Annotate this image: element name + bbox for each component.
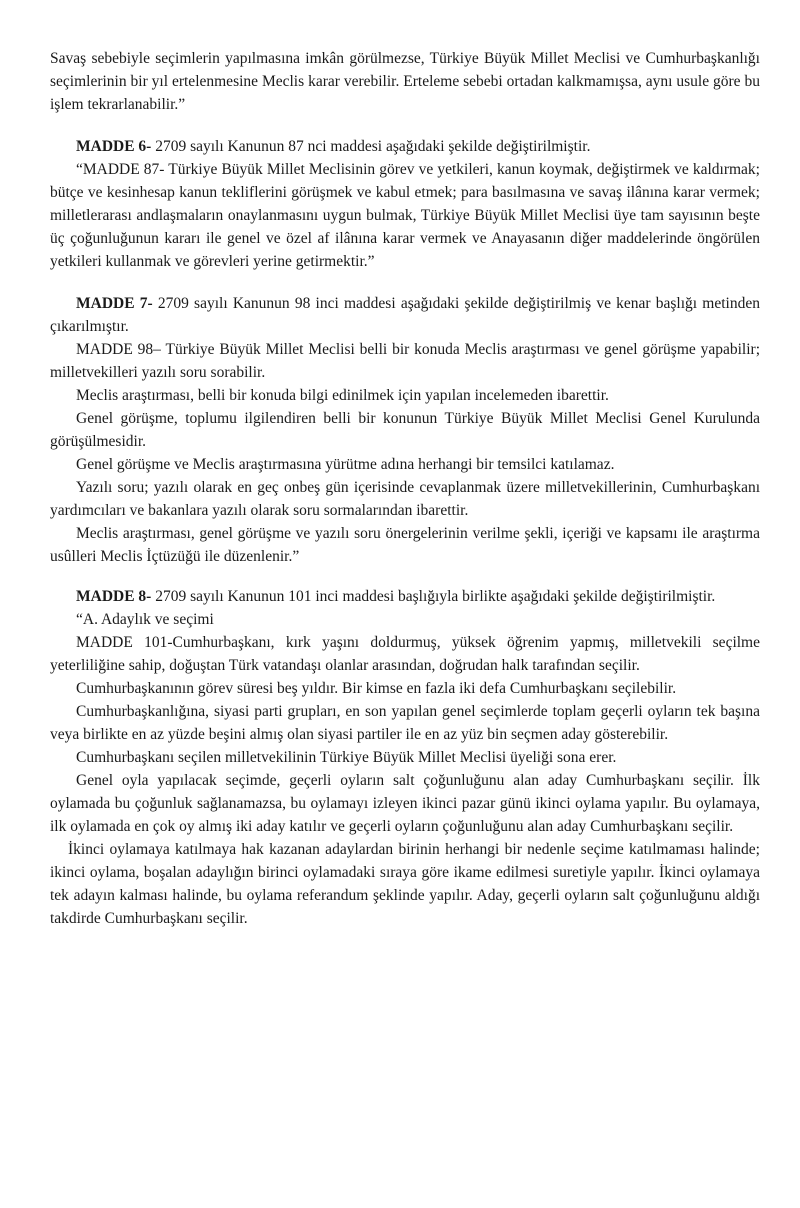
article-8-title: MADDE 8- <box>76 588 152 605</box>
article-6-text: 2709 sayılı Kanunun 87 nci maddesi aşağıdaki şekilde değiştirilmiştir. <box>151 138 591 155</box>
article-7-heading <box>50 292 760 338</box>
paragraph: Genel görüşme, toplumu ilgilendiren belli bir konunun Türkiye Büyük Millet Meclisi Genel Kurulunda görüşülmesidir. <box>50 410 760 450</box>
paragraph: Genel görüşme ve Meclis araştırmasına yürütme adına herhangi bir temsilci katılamaz. <box>76 456 615 473</box>
paragraph: Genel oyla yapılacak seçimde, geçerli oyların salt çoğunluğunu alan aday Cumhurbaşkanı seçilir. İlk oylamada bu çoğunluk sağlanamazsa, bu oylamayı izleyen ikinci pazar günü ikinci oylama yapılır. Bu oylamaya, ilk oylamada en çok oy almış iki aday katılır ve geçerli oyların çoğunluğunu alan aday Cumhurbaşkanı seçilir. <box>50 772 760 835</box>
article-7-text: 2709 sayılı Kanunun 98 inci maddesi aşağıdaki şekilde değiştirilmiş ve kenar başlığı metinden çıkarılmıştır. <box>50 295 760 335</box>
paragraph: MADDE 101-Cumhurbaşkanı, kırk yaşını doldurmuş, yüksek öğrenim yapmış, milletvekili seçilme yeterliliğine sahip, doğuştan Türk vatandaşı olanlar arasından, doğrudan halk tarafından seçilir. <box>50 634 760 674</box>
paragraph: Meclis araştırması, belli bir konuda bilgi edinilmek için yapılan incelemeden ibarettir. <box>76 387 609 404</box>
article-87-text: “MADDE 87- Türkiye Büyük Millet Meclisinin görev ve yetkileri, kanun koymak, değiştirmek ve kaldırmak; bütçe ve kesinhesap kanun tekliflerini görüşmek ve kabul etmek; para basılmasına ve savaş ilânına karar vermek; milletlerarası andlaşmaların onaylanmasını uygun bulmak, Türkiye Büyük Millet Meclisi üye tam sayısının beşte üç çoğunluğunun kararı ile genel ve özel af ilânına karar vermek ve Anayasanın diğer maddelerinde öngörülen yetkileri kullanmak ve görevleri yerine getirmektir.” <box>50 161 760 270</box>
article-8-heading <box>50 585 760 608</box>
paragraph: Cumhurbaşkanı seçilen milletvekilinin Türkiye Büyük Millet Meclisi üyeliği sona erer. <box>76 749 617 766</box>
section-heading: “A. Adaylık ve seçimi <box>76 611 214 628</box>
paragraph: Yazılı soru; yazılı olarak en geç onbeş gün içerisinde cevaplanmak üzere milletvekillerinin, Cumhurbaşkanı yardımcıları ve bakanlara yazılı olarak soru sormalarından ibarettir. <box>50 479 760 519</box>
paragraph: Meclis araştırması, genel görüşme ve yazılı soru önergelerinin verilme şekli, içeriği ve kapsamı ile araştırma usûlleri Meclis İçtüzüğü ile düzenlenir.” <box>50 525 760 565</box>
paragraph: Cumhurbaşkanının görev süresi beş yıldır. Bir kimse en fazla iki defa Cumhurbaşkanı seçilebilir. <box>76 680 677 697</box>
paragraph: MADDE 98– Türkiye Büyük Millet Meclisi belli bir konuda Meclis araştırması ve genel görüşme yapabilir; milletvekilleri yazılı soru sorabilir. <box>50 341 760 381</box>
paragraph: İkinci oylamaya katılmaya hak kazanan adaylardan birinin herhangi bir nedenle seçime katılmaması halinde; ikinci oylama, boşalan adaylığın birinci oylamadaki sıraya göre ikame edilmesi suretiyle yapılır. İkinci oylamaya tek adayın kalması halinde, bu oylama referandum şeklinde yapılır. Aday, geçerli oyların salt çoğunluğunu aldığı takdirde Cumhurbaşkanı seçilir. <box>50 841 760 927</box>
article-7-title: MADDE 7- <box>76 295 153 312</box>
paragraph: Cumhurbaşkanlığına, siyasi parti grupları, en son yapılan genel seçimlerde toplam geçerli oyların tek başına veya birlikte en az yüzde beşini almış olan siyasi partiler ile en az yüz bin seçmen aday gösterebilir. <box>50 703 760 743</box>
article-6-heading <box>50 135 760 158</box>
article-6-title: MADDE 6- <box>76 138 152 155</box>
paragraph: Savaş sebebiyle seçimlerin yapılmasına imkân görülmezse, Türkiye Büyük Millet Meclisi ve Cumhurbaşkanlığı seçimlerinin bir yıl ertelenmesine Meclis karar verebilir. Erteleme sebebi ortadan kalkmamışsa, aynı usule göre bu işlem tekrarlanabilir.” <box>50 50 760 113</box>
article-8-text: 2709 sayılı Kanunun 101 inci maddesi başlığıyla birlikte aşağıdaki şekilde değiştirilmiştir. <box>151 588 716 605</box>
